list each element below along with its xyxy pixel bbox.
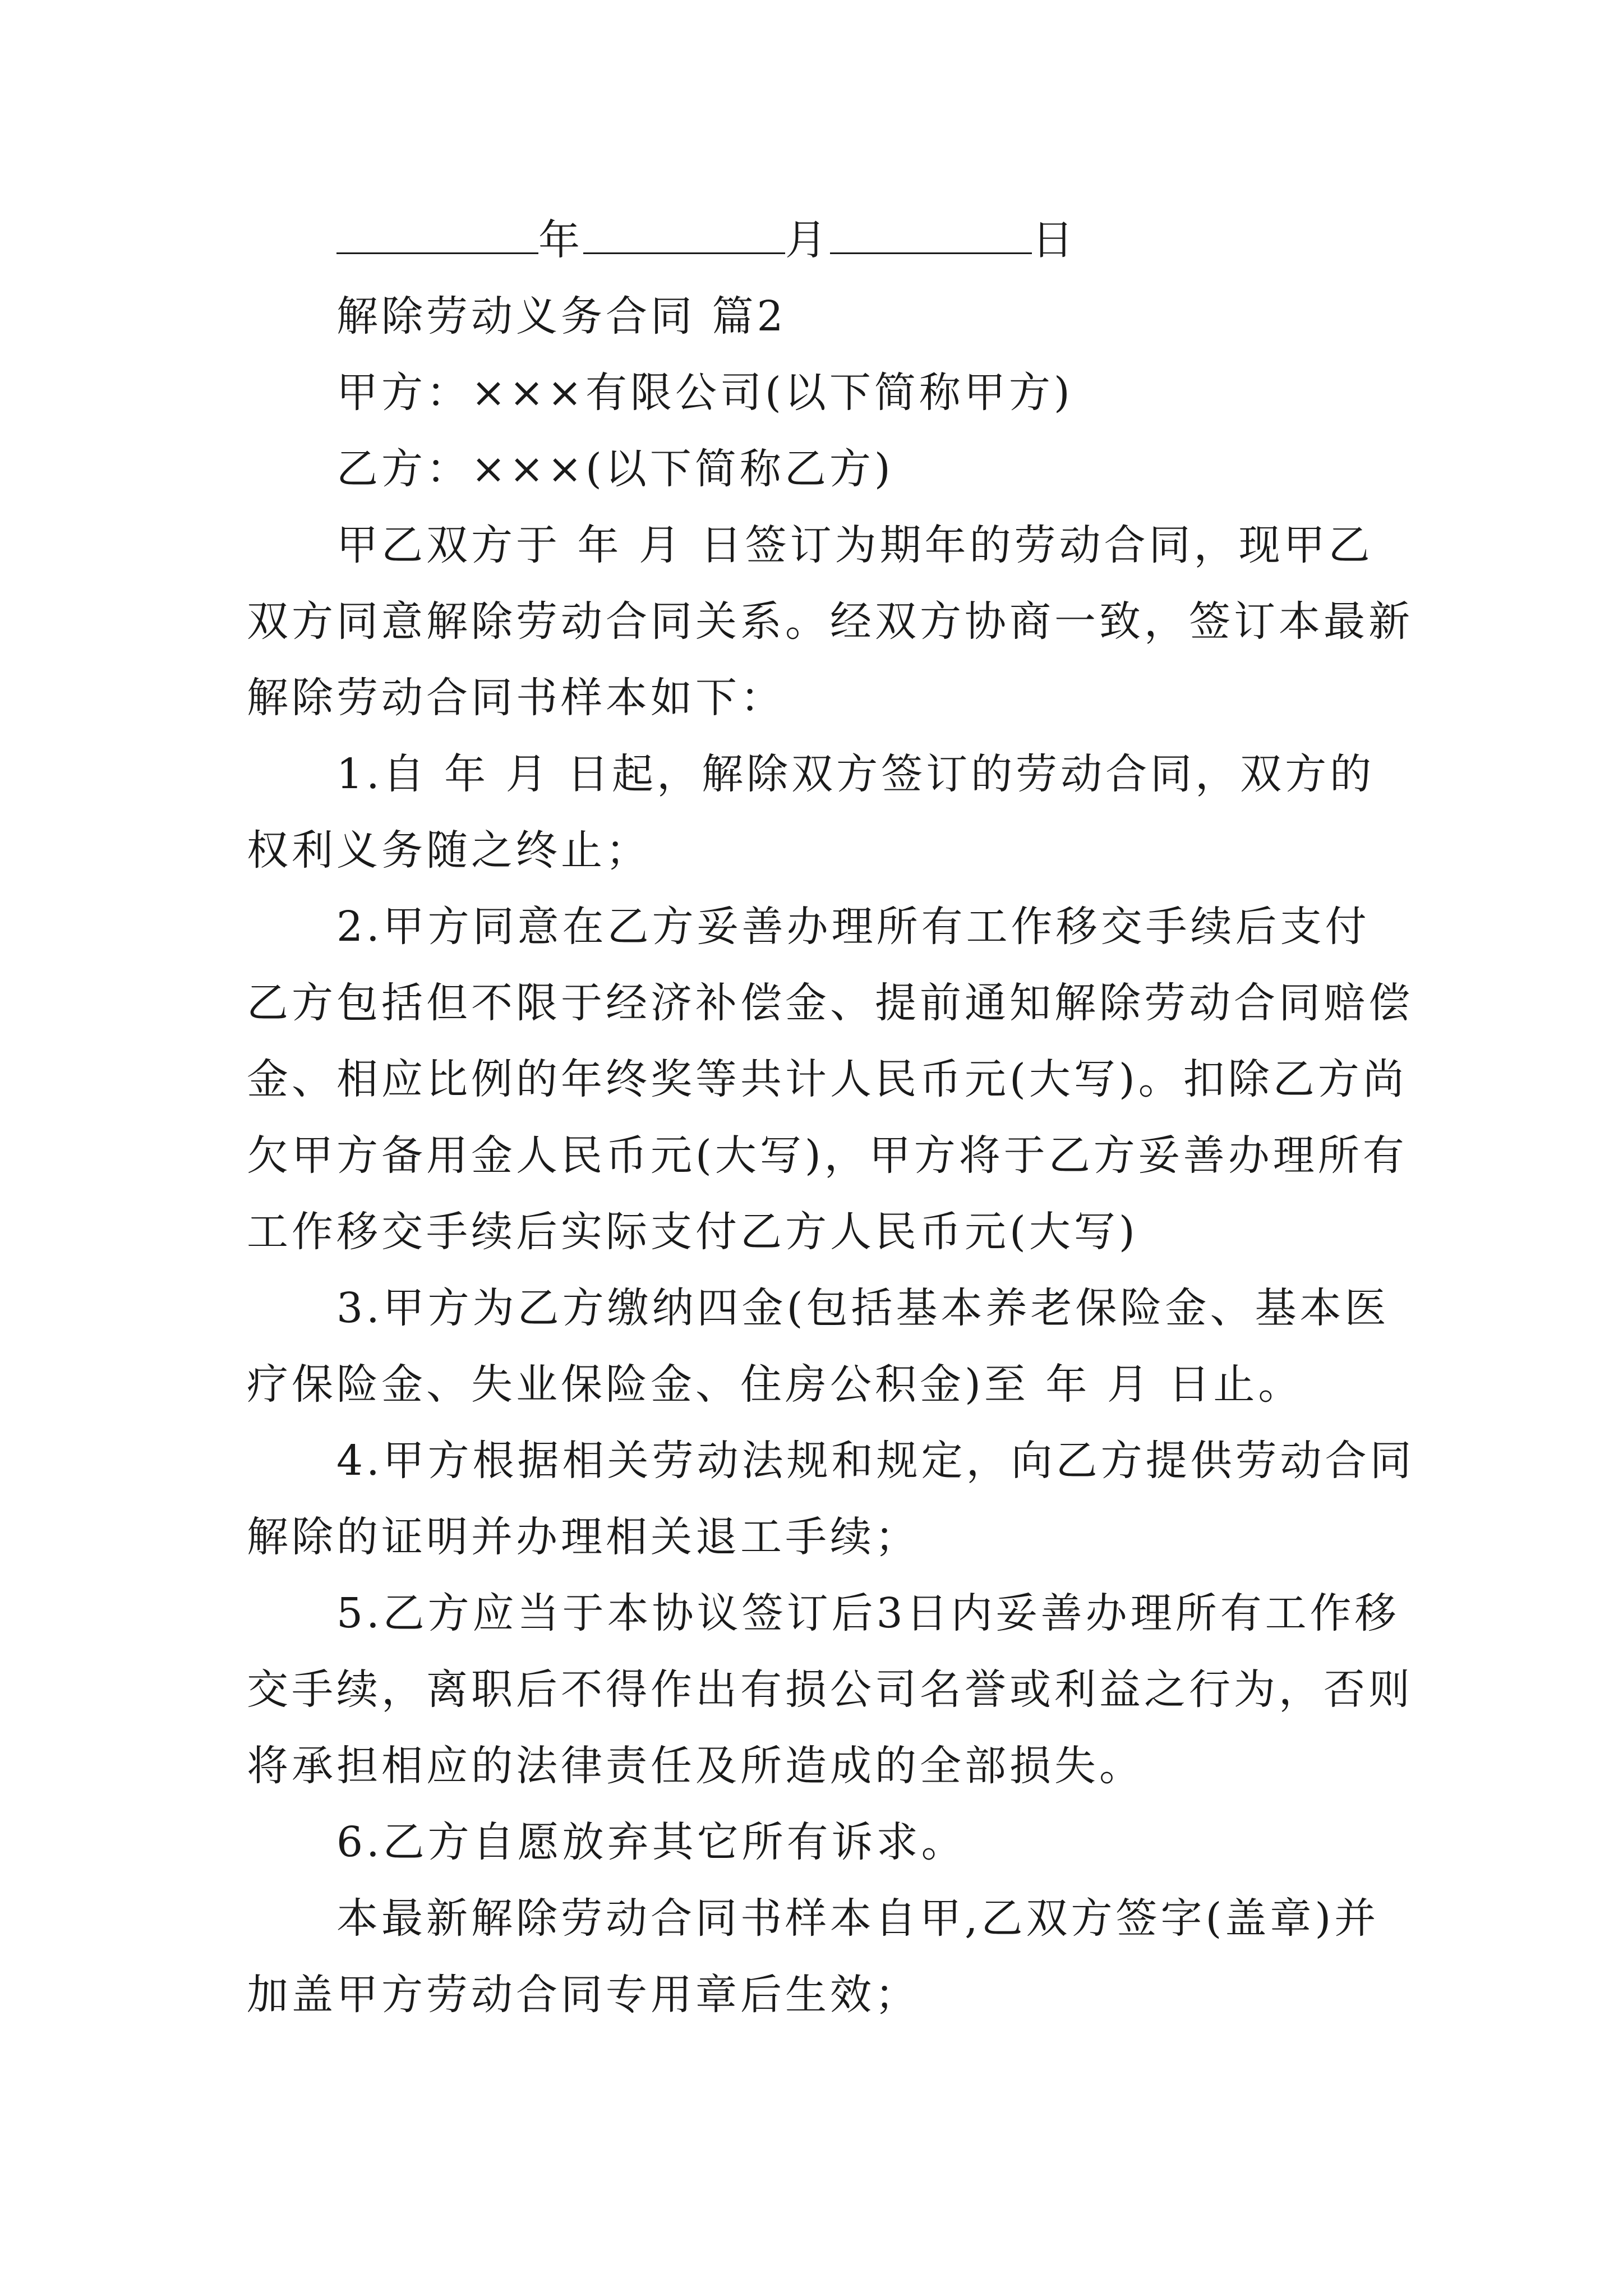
clause-3 <box>247 1270 1391 1423</box>
paragraph-line: 权利义务随之终止； <box>247 826 651 875</box>
date-line <box>247 202 1391 278</box>
paragraph-line: 双方同意解除劳动合同关系。经双方协商一致，签订本最新 <box>247 597 1413 646</box>
paragraph-line: 加盖甲方劳动合同专用章后生效； <box>247 1971 920 2019</box>
paragraph-line: 乙方包括但不限于经济补偿金、提前通知解除劳动合同赔偿 <box>247 979 1413 1027</box>
clause-6 <box>247 1804 1391 1880</box>
year-label: 年 <box>538 216 583 264</box>
paragraph-line: 解除的证明并办理相关退工手续； <box>247 1513 920 1561</box>
clause-5 <box>247 1575 1413 1804</box>
paragraph-line: 交手续，离职后不得作出有损公司名誉或利益之行为，否则 <box>247 1665 1413 1714</box>
paragraph-line: 欠甲方备用金人民币元(大写)，甲方将于乙方妥善办理所有 <box>247 1131 1408 1180</box>
document-body <box>247 202 1415 2033</box>
month-label: 月 <box>785 216 830 264</box>
paragraph-line: 3.甲方为乙方缴纳四金(包括基本养老保险金、基本医 <box>336 1284 1390 1332</box>
paragraph-line: 解除劳动合同书样本如下： <box>247 674 785 722</box>
month-blank <box>583 202 785 254</box>
effective-clause <box>247 1880 1391 2033</box>
clause-1 <box>247 736 1391 889</box>
paragraph-line: 本最新解除劳动合同书样本自甲,乙双方签字(盖章)并 <box>336 1894 1380 1943</box>
paragraph-intro <box>247 507 1413 736</box>
paragraph-line: 工作移交手续后实际支付乙方人民币元(大写) <box>247 1208 1138 1256</box>
day-label: 日 <box>1032 216 1077 264</box>
paragraph-line: 2.甲方同意在乙方妥善办理所有工作移交手续后支付 <box>336 903 1370 951</box>
paragraph-line: 6.乙方自愿放弃其它所有诉求。 <box>336 1818 966 1866</box>
paragraph-line: 将承担相应的法律责任及所造成的全部损失。 <box>247 1742 1144 1790</box>
paragraph-line: 疗保险金、失业保险金、住房公积金)至 年 月 日止。 <box>247 1360 1303 1409</box>
year-blank <box>336 202 538 254</box>
clause-4 <box>247 1423 1415 1575</box>
paragraph-line: 1.自 年 月 日起，解除双方签订的劳动合同，双方的 <box>336 750 1375 798</box>
day-blank <box>830 202 1032 254</box>
party-b-line: 乙方：×××(以下简称乙方) <box>336 445 894 493</box>
document-title: 解除劳动义务合同 篇2 <box>336 292 787 341</box>
clause-2 <box>247 889 1413 1270</box>
paragraph-line: 金、相应比例的年终奖等共计人民币元(大写)。扣除乙方尚 <box>247 1055 1408 1103</box>
paragraph-line: 5.乙方应当于本协议签订后3日内妥善办理所有工作移 <box>336 1589 1400 1637</box>
party-a-line: 甲方：×××有限公司(以下简称甲方) <box>336 369 1073 417</box>
paragraph-line: 4.甲方根据相关劳动法规和规定，向乙方提供劳动合同 <box>336 1437 1415 1485</box>
paragraph-line: 甲乙双方于 年 月 日签订为期年的劳动合同，现甲乙 <box>336 521 1373 569</box>
